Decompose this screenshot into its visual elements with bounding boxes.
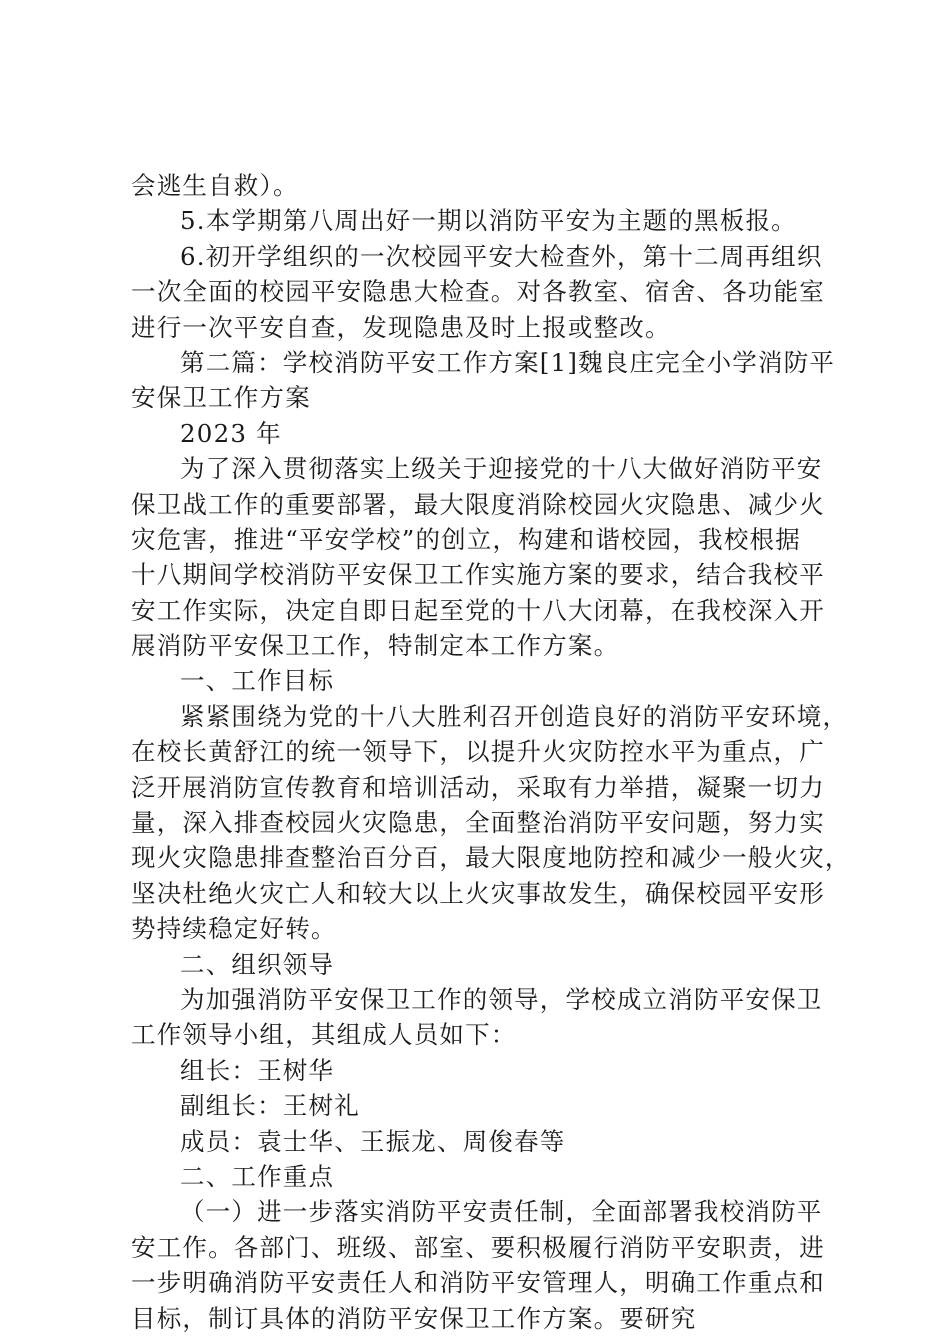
text-line: 量，深入排查校园火灾隐患，全面整治消防平安问题，努力实 bbox=[131, 808, 825, 838]
text-line: 保卫战工作的重要部署，最大限度消除校园火灾隐患、减少火 bbox=[131, 489, 825, 519]
text-line: 在校长黄舒江的统一领导下，以提升火灾防控水平为重点，广 bbox=[131, 737, 825, 767]
text-line: 为加强消防平安保卫工作的领导，学校成立消防平安保卫 bbox=[180, 984, 823, 1014]
text-line: 展消防平安保卫工作，特制定本工作方案。 bbox=[131, 631, 620, 661]
text-line: 二、工作重点 bbox=[180, 1161, 335, 1191]
text-line: 目标，制订具体的消防平安保卫工作方案。要研究 bbox=[131, 1303, 697, 1333]
text-line: 势持续稳定好转。 bbox=[131, 914, 337, 944]
text-line: 安工作。各部门、班级、部室、要积极履行消防平安职责，进 bbox=[131, 1232, 825, 1262]
text-line: 5.本学期第八周出好一期以消防平安为主题的黑板报。 bbox=[180, 206, 797, 236]
text-line: 为了深入贯彻落实上级关于迎接党的十八大做好消防平安 bbox=[180, 454, 823, 484]
text-line: 副组长：王树礼 bbox=[180, 1091, 360, 1121]
text-line: 安工作实际，决定自即日起至党的十八大闭幕，在我校深入开 bbox=[131, 595, 825, 625]
text-line: 紧紧围绕为党的十八大胜利召开创造良好的消防平安环境， bbox=[180, 701, 849, 731]
text-line: 组长：王树华 bbox=[180, 1055, 335, 1085]
text-line: 一步明确消防平安责任人和消防平安管理人，明确工作重点和 bbox=[131, 1268, 825, 1298]
text-line: 第二篇：学校消防平安工作方案[1]魏良庄完全小学消防平 bbox=[180, 347, 836, 377]
text-line: 坚决杜绝火灾亡人和较大以上火灾事故发生，确保校园平安形 bbox=[131, 878, 825, 908]
text-line: 会逃生自救）。 bbox=[131, 171, 299, 200]
text-line: 成员：袁士华、王振龙、周俊春等 bbox=[180, 1126, 566, 1156]
text-line: 工作领导小组，其组成人员如下： bbox=[131, 1020, 517, 1050]
text-line: （一）进一步落实消防平安责任制，全面部署我校消防平 bbox=[180, 1197, 823, 1227]
text-line: 十八期间学校消防平安保卫工作实施方案的要求，结合我校平 bbox=[131, 560, 825, 590]
text-line: 一、工作目标 bbox=[180, 666, 335, 696]
text-line: 2023 年 bbox=[180, 418, 282, 448]
text-line: 灾危害，推进“平安学校”的创立，构建和谐校园，我校根据 bbox=[131, 524, 801, 554]
document-body bbox=[131, 168, 851, 1336]
text-line: 一次全面的校园平安隐患大检查。对各教室、宿舍、各功能室 bbox=[131, 277, 825, 307]
text-line: 6.初开学组织的一次校园平安大检查外，第十二周再组织 bbox=[180, 241, 823, 271]
text-line: 安保卫工作方案 bbox=[131, 383, 311, 413]
text-line: 现火灾隐患排查整治百分百，最大限度地防控和减少一般火灾， bbox=[131, 843, 851, 873]
text-line: 二、组织领导 bbox=[180, 949, 335, 979]
text-line: 泛开展消防宣传教育和培训活动，采取有力举措，凝聚一切力 bbox=[131, 772, 825, 802]
text-line: 进行一次平安自查，发现隐患及时上报或整改。 bbox=[131, 312, 671, 342]
